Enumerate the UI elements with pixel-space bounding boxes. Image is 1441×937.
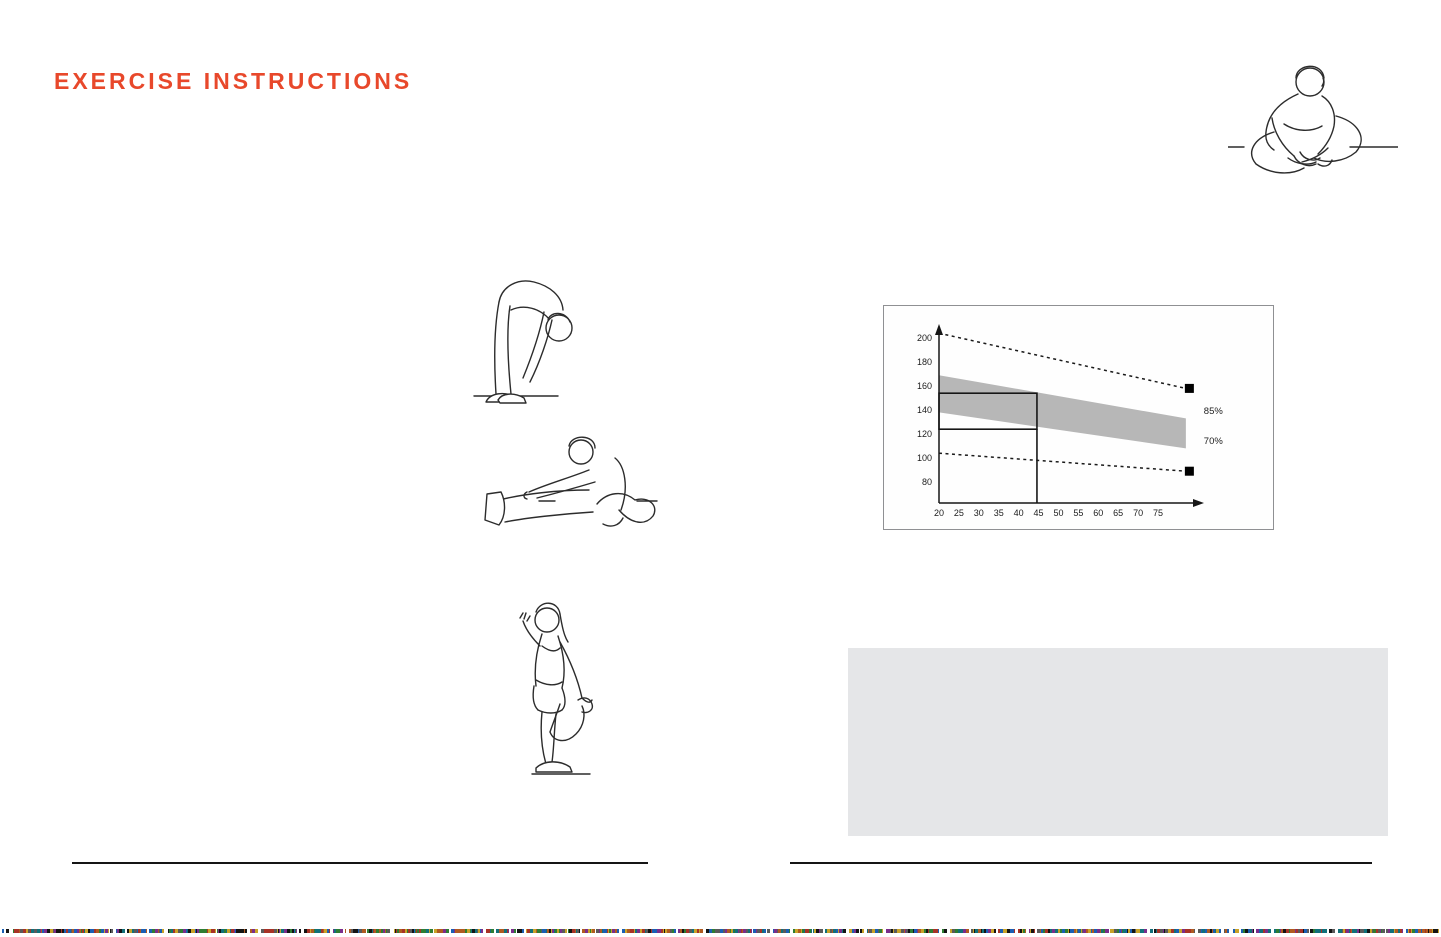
target-zone-band	[939, 375, 1186, 448]
x-axis-arrow	[1193, 499, 1204, 507]
x-tick-label: 75	[1152, 508, 1164, 518]
x-tick-label: 65	[1113, 508, 1124, 518]
bottom-dotted-rule	[2, 929, 1439, 933]
y-tick-label: 200	[916, 333, 932, 343]
x-tick-label: 35	[993, 508, 1004, 518]
zone-percentage-label: 70%	[1203, 436, 1223, 448]
page-title: EXERCISE INSTRUCTIONS	[54, 68, 413, 94]
footer-rule-right	[790, 862, 1372, 864]
y-tick-label: 100	[916, 453, 932, 463]
heart-rate-chart-plot	[884, 306, 1273, 529]
x-tick-label: 30	[973, 508, 984, 518]
x-tick-label: 60	[1093, 508, 1104, 518]
dashed-series-0	[939, 333, 1186, 388]
y-tick-label: 80	[921, 477, 932, 487]
footer-rule-left	[72, 862, 648, 864]
y-tick-label: 180	[916, 357, 932, 367]
dashed-series-1	[939, 453, 1186, 471]
x-tick-label: 70	[1133, 508, 1144, 518]
figure-seated-hamstring-stretch	[473, 430, 663, 545]
series-end-marker-1	[1185, 467, 1194, 476]
x-tick-label: 50	[1053, 508, 1064, 518]
seated-butterfly-stretch-illustration	[1228, 52, 1398, 202]
figure-standing-toe-touch	[466, 270, 611, 410]
heart-rate-chart	[883, 305, 1274, 530]
series-end-marker-0	[1185, 384, 1194, 393]
zone-percentage-label: 85%	[1203, 406, 1223, 418]
x-tick-label: 55	[1073, 508, 1084, 518]
standing-toe-touch-illustration	[466, 270, 611, 410]
seated-hamstring-stretch-illustration	[473, 430, 663, 545]
y-tick-label: 120	[916, 429, 932, 439]
x-tick-label: 40	[1013, 508, 1024, 518]
figure-standing-quadriceps-stretch	[490, 588, 640, 783]
y-axis-arrow	[935, 324, 943, 335]
y-tick-label: 140	[916, 405, 932, 415]
info-panel	[848, 648, 1388, 836]
figure-seated-butterfly-stretch	[1228, 52, 1398, 202]
x-tick-label: 25	[953, 508, 964, 518]
x-tick-label: 20	[933, 508, 945, 518]
y-tick-label: 160	[916, 381, 932, 391]
x-tick-label: 45	[1033, 508, 1044, 518]
standing-quadriceps-stretch-illustration	[490, 588, 640, 783]
